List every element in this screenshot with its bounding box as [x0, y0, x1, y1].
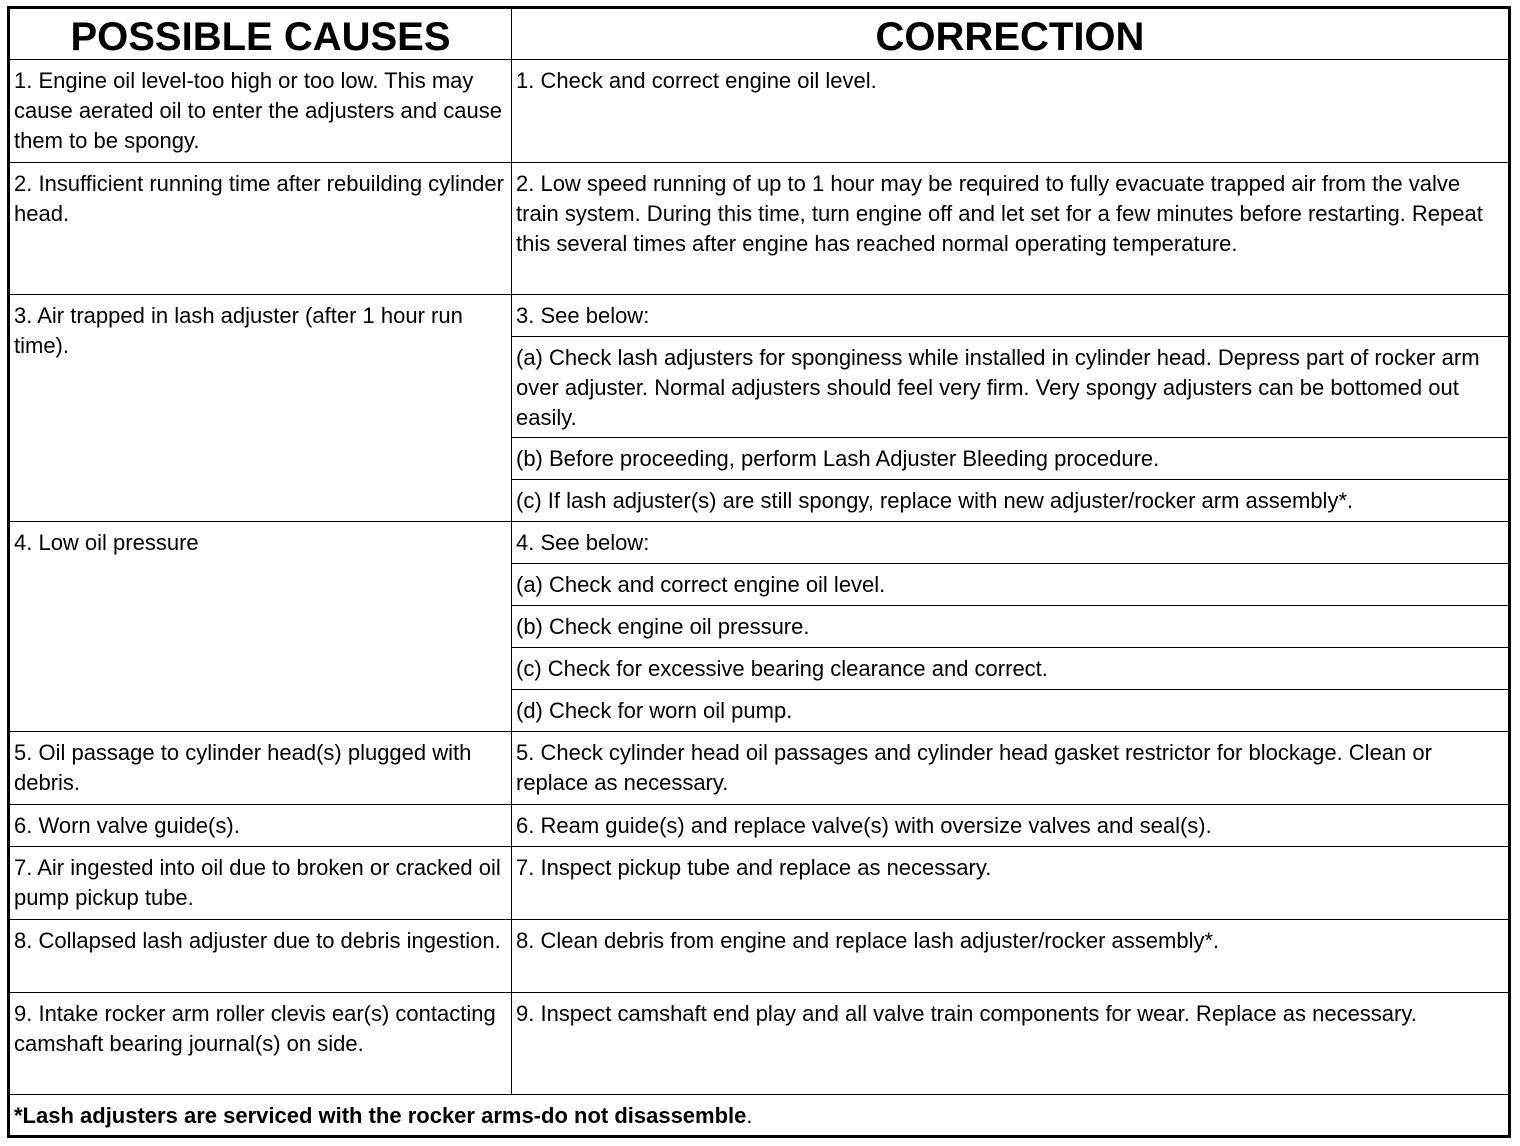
cause-cell: 8. Collapsed lash adjuster due to debris ingestion. — [9, 920, 512, 993]
cause-cell: 4. Low oil pressure — [9, 522, 512, 732]
table-row — [9, 847, 1510, 920]
table-row — [9, 163, 1510, 295]
correction-cell: 4. See below: — [512, 522, 1510, 564]
correction-cell: (d) Check for worn oil pump. — [512, 690, 1510, 732]
footnote-period: . — [746, 1103, 753, 1128]
header-row — [9, 8, 1510, 60]
table-row — [9, 60, 1510, 163]
cause-cell: 5. Oil passage to cylinder head(s) plugged with debris. — [9, 732, 512, 805]
correction-cell: 6. Ream guide(s) and replace valve(s) with oversize valves and seal(s). — [512, 805, 1510, 847]
correction-cell: 9. Inspect camshaft end play and all valve train components for wear. Replace as necessary. — [512, 993, 1510, 1095]
correction-cell: 7. Inspect pickup tube and replace as necessary. — [512, 847, 1510, 920]
footnote-text: *Lash adjusters are serviced with the rocker arms-do not disassemble — [14, 1103, 747, 1128]
table-row — [9, 295, 1510, 337]
correction-cell: 8. Clean debris from engine and replace lash adjuster/rocker assembly*. — [512, 920, 1510, 993]
footnote-cell — [9, 1095, 1510, 1137]
cause-cell: 9. Intake rocker arm roller clevis ear(s) contacting camshaft bearing journal(s) on side. — [9, 993, 512, 1095]
correction-cell: (b) Check engine oil pressure. — [512, 606, 1510, 648]
correction-cell: (a) Check lash adjusters for sponginess while installed in cylinder head. Depress part of rocker arm over adjuster. Normal adjusters should feel very firm. Very spongy adjusters can be bottomed out easily. — [512, 337, 1510, 438]
correction-cell: (c) Check for excessive bearing clearance and correct. — [512, 648, 1510, 690]
correction-cell: 3. See below: — [512, 295, 1510, 337]
table-row — [9, 522, 1510, 564]
correction-cell: 1. Check and correct engine oil level. — [512, 60, 1510, 163]
header-correction: CORRECTION — [512, 8, 1510, 60]
table-row — [9, 920, 1510, 993]
cause-cell: 3. Air trapped in lash adjuster (after 1 hour run time). — [9, 295, 512, 522]
cause-cell: 6. Worn valve guide(s). — [9, 805, 512, 847]
cause-cell: 1. Engine oil level-too high or too low. This may cause aerated oil to enter the adjusters and cause them to be spongy. — [9, 60, 512, 163]
correction-cell: (a) Check and correct engine oil level. — [512, 564, 1510, 606]
correction-cell: (c) If lash adjuster(s) are still spongy, replace with new adjuster/rocker arm assembly*. — [512, 480, 1510, 522]
correction-cell: 5. Check cylinder head oil passages and cylinder head gasket restrictor for blockage. Clean or replace as necessary. — [512, 732, 1510, 805]
correction-cell: (b) Before proceeding, perform Lash Adjuster Bleeding procedure. — [512, 438, 1510, 480]
footnote-row — [9, 1095, 1510, 1137]
correction-cell: 2. Low speed running of up to 1 hour may be required to fully evacuate trapped air from the valve train system. During this time, turn engine off and let set for a few minutes before restarting. Repeat this several times after engine has reached normal operating temperature. — [512, 163, 1510, 295]
table-row — [9, 993, 1510, 1095]
diagnosis-table — [7, 6, 1511, 1138]
header-possible-causes: POSSIBLE CAUSES — [9, 8, 512, 60]
table-row — [9, 732, 1510, 805]
cause-cell: 7. Air ingested into oil due to broken or cracked oil pump pickup tube. — [9, 847, 512, 920]
cause-cell: 2. Insufficient running time after rebuilding cylinder head. — [9, 163, 512, 295]
table-row — [9, 805, 1510, 847]
